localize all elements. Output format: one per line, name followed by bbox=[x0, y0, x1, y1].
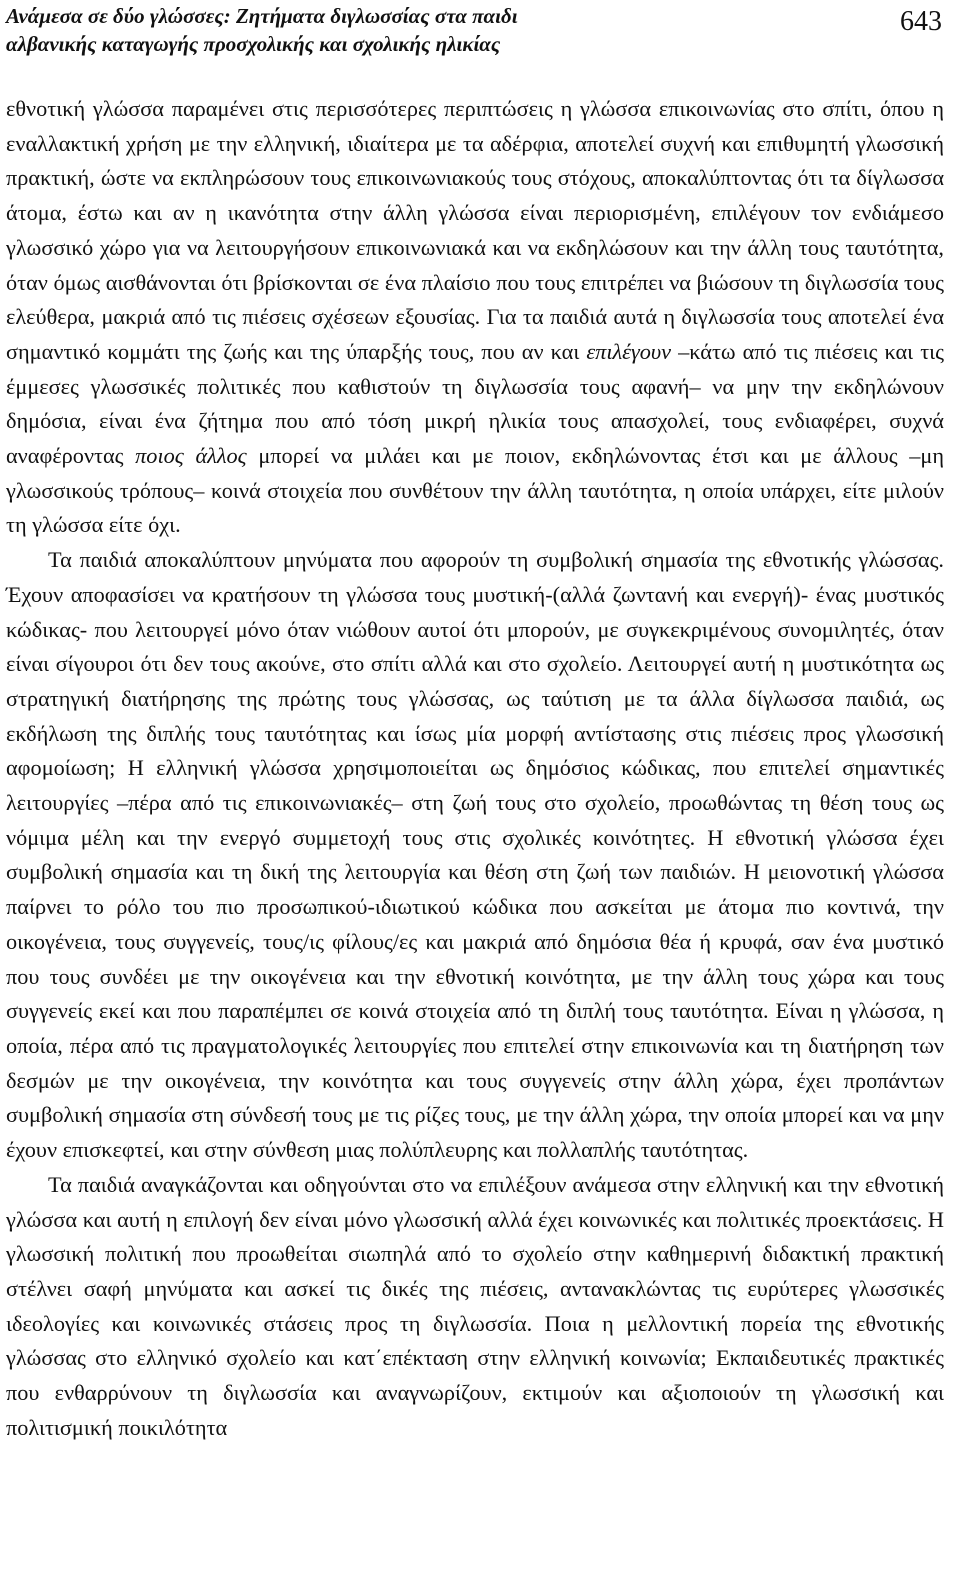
running-title-line-1: Ανάμεσα σε δύο γλώσσες: Ζητήματα διγλωσσίας στα παιδι bbox=[6, 4, 518, 28]
paragraph-3: Τα παιδιά αναγκάζονται και οδηγούνται στο να επιλέξουν ανάμεσα στην ελληνική και την εθνοτική γλώσσα και αυτή η επιλογή δεν είναι μόνο γλωσσική αλλά έχει κοινωνικές και πολιτικές προεκτάσεις. Η γλωσσική πολιτική που προωθείται σιωπηλά από το σχολείο στην καθημερινή διδακτική πρακτική στέλνει σαφή μηνύματα και ασκεί τις δικές της πιέσεις, αντανακλώντας τις ευρύτερες γλωσσικές ιδεολογίες και κοινωνικές στάσεις προς τη διγλωσσία. Ποια η μελλοντική πορεία της εθνοτικής γλώσσας στο ελληνικό σχολείο και κατ΄επέκταση στην ελληνική κοινωνία; Εκπαιδευτικές πρακτικές που ενθαρρύνουν τη διγλωσσία και αναγνωρίζουν, εκτιμούν και αξιοποιούν τη γλωσσική και πολιτισμική ποικιλότητα bbox=[6, 1171, 944, 1440]
paragraph-1-text-a: εθνοτική γλώσσα παραμένει στις περισσότερες περιπτώσεις η γλώσσα επικοινωνίας στο σπίτι, όπου η εναλλακτική χρήση με την ελληνική, ιδιαίτερα με τα αδέρφια, αποτελεί συχνή και επιθυμητή γλωσσική πρακτική, ώστε να εκπληρώσουν τους επικοινωνιακούς τους στόχους, αποκαλύπτοντας ότι τα δίγλωσσα άτομα, έστω και αν η ικανότητα στην άλλη γλώσσα είναι περιορισμένη, επιλέγουν τον ενδιάμεσο γλωσσικό χώρο για να λειτουργήσουν επικοινωνιακά και να εκδηλώσουν και την άλλη τους ταυτότητα, όταν όμως αισθάνονται ότι βρίσκονται σε ένα πλαίσιο που τους επιτρέπει να βιώσουν τη διγλωσσία τους ελεύθερα, μακριά από τις πιέσεις σχέσεων εξουσίας. Για τα παιδιά αυτά η διγλωσσία τους αποτελεί ένα σημαντικό κομμάτι της ζωής και της ύπαρξής τους, που αν και bbox=[6, 96, 944, 364]
paragraph-1-text-c: μπορεί να μιλάει και με ποιον, εκδηλώνοντας έτσι και με άλλους –μη γλωσσικούς τρόπους– κοινά στοιχεία που συνθέτουν την άλλη ταυτότητα, η οποία υπάρχει, είτε μιλούν τη γλώσσα είτε όχι. bbox=[6, 443, 944, 538]
page-number: 643 bbox=[900, 6, 942, 37]
running-title-line-2: αλβανικής καταγωγής προσχολικής και σχολικής ηλικίας bbox=[6, 32, 501, 56]
paragraph-1-italic-epilegoun: επιλέγουν bbox=[586, 338, 672, 364]
paragraph-1-italic-poios-allos: ποιος άλλος bbox=[135, 443, 247, 469]
running-title bbox=[6, 2, 518, 58]
paragraph-1-text-b: –κάτω από τις πιέσεις και τις έμμεσες γλωσσικές πολιτικές που καθιστούν τη διγλωσσία τους αφανή– να μην την εκδηλώνουν δημόσια, είναι ένα ζήτημα που από τόση μικρή ηλικία τους απασχολεί, τους ενδιαφέρει, συχνά αναφέροντας bbox=[6, 338, 944, 469]
body-text bbox=[6, 92, 944, 1445]
paragraph-2: Τα παιδιά αποκαλύπτουν μηνύματα που αφορούν τη συμβολική σημασία της εθνοτικής γλώσσας. Έχουν αποφασίσει να κρατήσουν τη γλώσσα τους μυστική-(αλλά ζωντανή και ενεργή)- ένας μυστικός κώδικας- που λειτουργεί μόνο όταν νιώθουν αυτοί ότι μπορούν, με συγκεκριμένους συνομιλητές, όταν είναι σίγουροι ότι δεν τους ακούνε, στο σπίτι αλλά και στο σχολείο. Λειτουργεί αυτή η μυστικότητα ως στρατηγική διατήρησης της πρώτης τους γλώσσας, ως ταύτιση με τα άλλα δίγλωσσα παιδιά, ως εκδήλωση της διπλής τους ταυτότητας και ίσως μία μορφή αντίστασης στις πιέσεις προς γλωσσική αφομοίωση; Η ελληνική γλώσσα χρησιμοποιείται ως δημόσιος κώδικας, που επιτελεί σημαντικές λειτουργίες –πέρα από τις επικοινωνιακές– στη ζωή τους στο σχολείο, προωθώντας τη θέση τους ως νόμιμα μέλη και την ενεργό συμμετοχή τους στις σχολικές κοινότητες. Η εθνοτική γλώσσα έχει συμβολική σημασία και τη δική της λειτουργία και θέση στη ζωή των παιδιών. Η μειονοτική γλώσσα παίρνει το ρόλο του πιο προσωπικού-ιδιωτικού κώδικα που ασκείται με άτομα πιο κοντινά, την οικογένεια, τους συγγενείς, τους/ις φίλους/ες και μακριά από δημόσια θέα ή κρυφά, σαν ένα μυστικό που τους συνδέει με την οικογένεια και την εθνοτική κοινότητα, με την άλλη τους χώρα και τους συγγενείς εκεί και που παραπέμπει σε κοινά στοιχεία από τη διπλή τους ταυτότητα. Είναι η γλώσσα, η οποία, πέρα από τις πραγματολογικές λειτουργίες που επιτελεί στην επικοινωνία και τη διατήρηση των δεσμών με την οικογένεια, την κοινότητα και τους συγγενείς στην άλλη χώρα, έχει προπάντων συμβολική σημασία στη σύνδεσή τους με τις ρίζες τους, με την άλλη χώρα, την οποία μπορεί και να μην έχουν επισκεφτεί, και στην σύνθεση μιας πολύπλευρης και πολλαπλής ταυτότητας. bbox=[6, 547, 944, 1163]
paragraph-1 bbox=[6, 92, 944, 543]
page-header bbox=[6, 0, 944, 80]
